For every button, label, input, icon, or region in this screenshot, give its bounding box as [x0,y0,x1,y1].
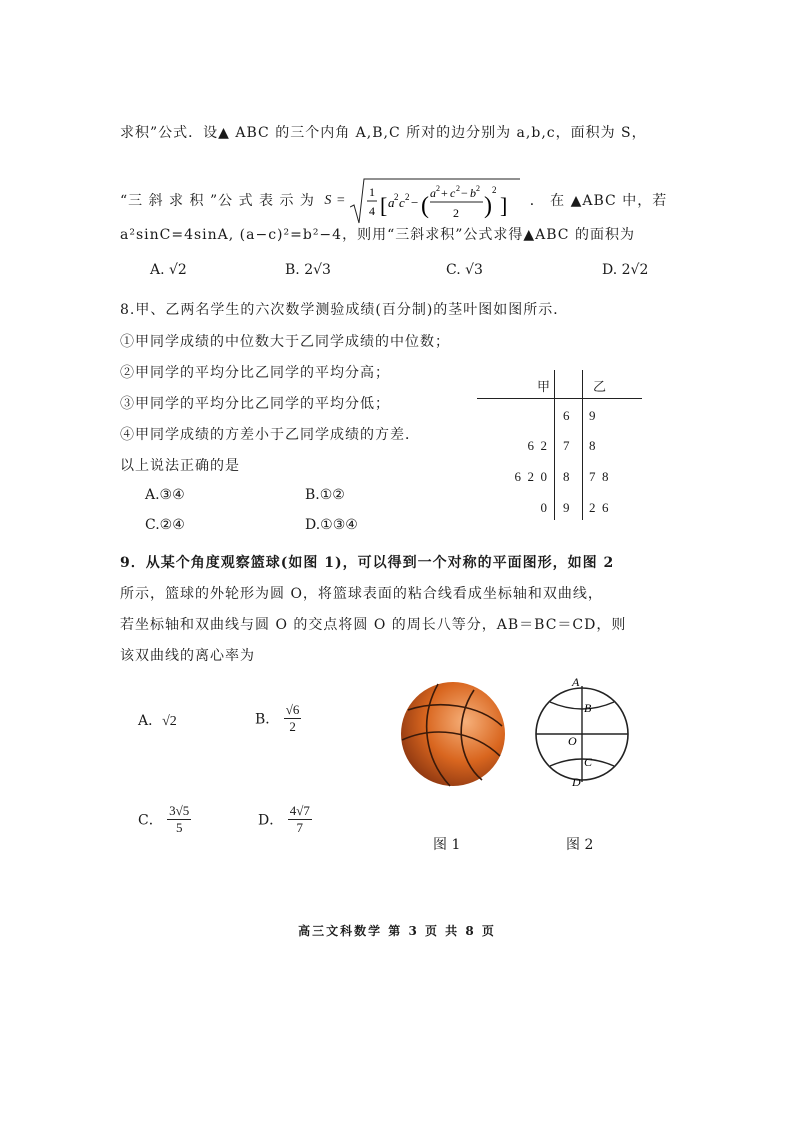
plot-row-3-left: 6 2 0 [514,469,547,484]
svg-text:b: b [470,186,478,200]
svg-text:4: 4 [369,204,377,218]
svg-text:2: 2 [476,184,482,193]
q8-stem: 8.甲、乙两名学生的六次数学测验成绩(百分制)的茎叶图如图所示． [120,302,569,318]
basketball-figure [398,680,508,790]
svg-text:1: 1 [369,185,377,199]
svg-text:2: 2 [453,206,461,220]
svg-text:): ) [484,193,494,219]
q9-option-b: B． $\frac{√6}{2}$ [255,702,300,734]
page-footer: 高三文科数学 第 3 页 共 8 页 [298,924,496,938]
svg-text:2: 2 [436,184,442,193]
svg-text:2: 2 [456,184,462,193]
q8-option-c: C.②④ [145,517,185,533]
plot-row-4-right: 2 6 [589,500,609,515]
q8-option-b: B.①② [305,487,345,503]
q9-option-c: C． $\frac{3√5}{5}$ [138,803,190,835]
q8-statement-1: ①甲同学成绩的中位数大于乙同学成绩的中位数； [120,334,450,350]
plot-row-3-stem: 8 [563,469,570,484]
q9-option-a: A．√2 [138,713,177,729]
plot-row-2-stem: 7 [563,438,570,453]
svg-text:+: + [441,186,450,200]
q8-option-a: A.③④ [145,487,185,503]
q7-option-b: B. 2√3 [285,262,331,278]
label-b: B [584,701,592,715]
q8-statement-2: ②甲同学的平均分比乙同学的平均分高； [120,365,390,381]
plot-row-4-stem: 9 [563,500,570,515]
label-d: D [572,775,581,789]
label-c: C [584,755,593,769]
svg-text:c: c [450,186,457,200]
plot-row-2-left: 6 2 [527,438,547,453]
svg-text:2: 2 [394,192,400,202]
q7-line1: 求积”公式．设▲ ABC 的三个内角 A,B,C 所对的边分别为 a,b,c，面积为 S， [120,125,647,141]
circle-hyperbola-figure [530,672,642,794]
q9-line2: 所示，篮球的外轮形为圆 O，将篮球表面的粘合线看成坐标轴和双曲线， [120,586,603,602]
svg-text:a: a [430,186,438,200]
plot-header-right: 乙 [593,379,607,394]
svg-text:[: [ [380,193,389,218]
plot-left-divider [554,370,555,520]
q9-option-d: D． $\frac{4√7}{7}$ [258,803,310,835]
plot-header-left: 甲 [537,379,551,394]
q7-option-a: A. √2 [150,262,187,278]
svg-text:−: − [411,195,420,210]
plot-horizontal-rule [477,398,642,399]
label-a: A [572,675,580,689]
label-o: O [568,734,577,748]
svg-text:2: 2 [405,192,411,202]
svg-text:a: a [388,195,396,210]
q8-conclusion: 以上说法正确的是 [120,458,240,474]
figure-1-caption: 图 1 [433,837,461,853]
q7-line3: a²sinC=4sinA, (a−c)²=b²−4，则用“三斜求积”公式求得▲ABC 的面积为 [120,227,635,243]
q9-line1: 9．从某个角度观察篮球(如图 1)，可以得到一个对称的平面图形，如图 2 [120,555,615,571]
svg-text:]: ] [500,193,509,218]
plot-row-3-right: 7 8 [589,469,609,484]
q9-line4: 该双曲线的离心率为 [120,648,255,664]
plot-row-1-stem: 6 [563,408,570,423]
plot-row-1-right: 9 [589,408,596,423]
formula-s: S = 1 4 [ a 2 c 2 − ( a 2 + c 2 − b 2 2 ) 2 ] [324,177,520,225]
q8-statement-3: ③甲同学的平均分比乙同学的平均分低； [120,396,390,412]
q9-line3: 若坐标轴和双曲线与圆 O 的交点将圆 O 的周长八等分，AB＝BC＝CD，则 [120,617,627,633]
plot-row-2-right: 8 [589,438,596,453]
sqrt-formula [350,177,520,225]
plot-row-4-left: 0 [540,500,547,515]
plot-right-divider [582,370,583,520]
figure-2-caption: 图 2 [566,837,594,853]
svg-text:−: − [461,186,470,200]
svg-text:c: c [399,195,407,210]
q8-statement-4: ④甲同学成绩的方差小于乙同学成绩的方差． [120,427,420,443]
svg-text:(: ( [421,193,431,219]
q7-option-c: C. √3 [446,262,483,278]
svg-text:2: 2 [492,185,498,195]
stem-leaf-plot [475,368,645,528]
q7-option-d: D. 2√2 [602,262,649,278]
q8-option-d: D.①③④ [305,517,358,533]
q7-line2: “三 斜 求 积 ”公 式 表 示 为 S = 1 4 [ a 2 c 2 − ( a 2 + c 2 − b 2 2 ) 2 ] ． 在 ▲ABC 中，若 [120,177,667,225]
